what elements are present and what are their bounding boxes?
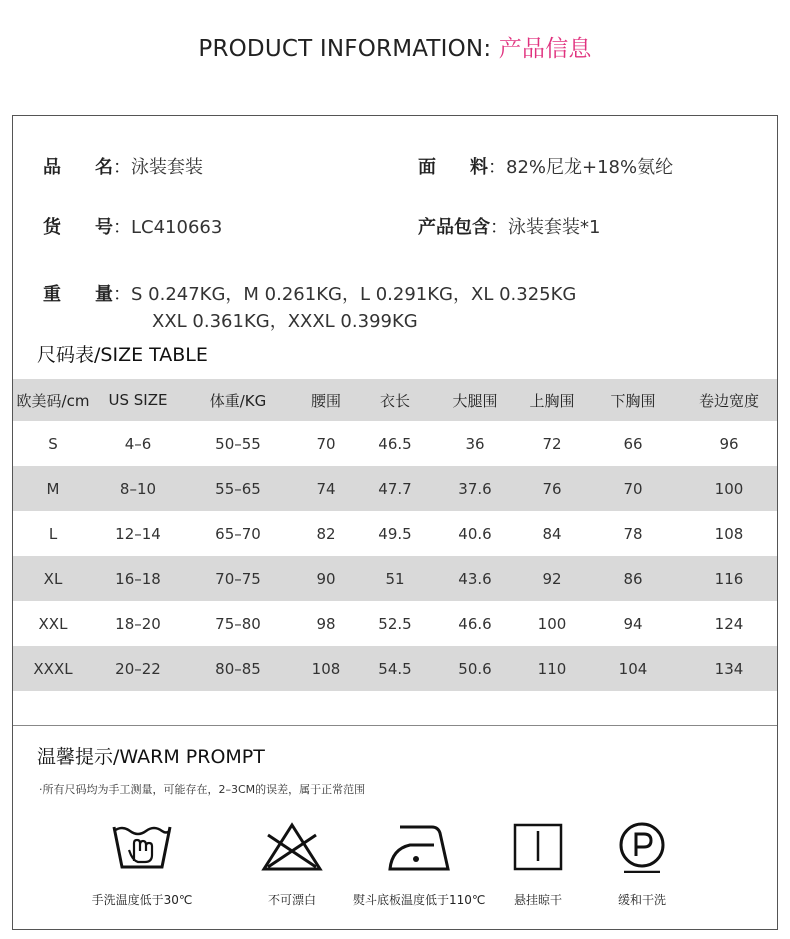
- table-cell: 98: [316, 614, 336, 633]
- table-cell: 116: [681, 556, 777, 601]
- info-package-row: [418, 213, 600, 239]
- package-value: 泳装套装*1: [508, 217, 601, 238]
- weight-line1: S 0.247KG，M 0.261KG，L 0.291KG，XL 0.325KG: [131, 284, 577, 305]
- table-cell: 124: [714, 614, 744, 633]
- table-cell: 37.6: [431, 466, 519, 511]
- fabric-colon: ：: [488, 157, 506, 178]
- weight-colon: ：: [113, 284, 131, 305]
- package-colon: ：: [490, 217, 508, 238]
- hand-wash-icon: [110, 821, 174, 873]
- table-cell: 46.6: [458, 614, 492, 633]
- table-cell: 18–20: [115, 614, 161, 633]
- table-cell: 96: [719, 434, 739, 453]
- table-cell: 78: [623, 524, 643, 543]
- table-cell: 50–55: [215, 434, 261, 453]
- table-cell: 66: [623, 434, 643, 453]
- header-cell: 体重/KG: [183, 379, 293, 421]
- info-weight-row: [43, 280, 576, 306]
- table-cell: 108: [293, 646, 359, 691]
- header-cell: 衣长: [359, 379, 431, 421]
- care-label: 不可漂白: [267, 893, 316, 907]
- table-row: [13, 646, 777, 691]
- no-bleach-icon: [260, 821, 324, 873]
- header-cell: 卷边宽度: [681, 379, 777, 421]
- table-row: [13, 601, 777, 646]
- size-table-title: 尺码表/SIZE TABLE: [37, 344, 208, 366]
- sku-value: LC410663: [131, 217, 223, 238]
- sku-label: 货号: [43, 217, 113, 238]
- table-cell: L: [48, 524, 58, 543]
- page-title-en: PRODUCT INFORMATION:: [198, 36, 499, 62]
- page-title: [0, 30, 790, 63]
- name-colon: ：: [113, 157, 131, 178]
- product-info-frame: [12, 115, 778, 930]
- name-value: 泳装套装: [131, 157, 203, 178]
- table-cell: 75–80: [215, 614, 261, 633]
- page-title-cn: 产品信息: [498, 36, 592, 62]
- care-label: 手洗温度低于30℃: [91, 893, 193, 907]
- table-cell: 47.7: [359, 466, 431, 511]
- table-row: [13, 466, 777, 511]
- table-cell: 86: [585, 556, 681, 601]
- info-sku-row: [43, 213, 222, 239]
- table-cell: 8–10: [93, 466, 183, 511]
- weight-line2: XXL 0.361KG，XXXL 0.399KG: [152, 311, 418, 332]
- table-cell: 72: [542, 434, 562, 453]
- care-label: 熨斗底板温度低于110℃: [353, 893, 486, 907]
- table-row: [13, 511, 777, 556]
- table-cell: 70: [316, 434, 336, 453]
- fabric-label: 面料: [418, 157, 488, 178]
- care-label: 缓和干洗: [617, 893, 666, 907]
- table-cell: 20–22: [93, 646, 183, 691]
- header-cell: 下胸围: [585, 379, 681, 421]
- table-cell: 65–70: [215, 524, 261, 543]
- table-cell: 92: [519, 556, 585, 601]
- table-cell: XXL: [38, 614, 68, 633]
- table-cell: XL: [13, 556, 93, 601]
- size-table: [13, 379, 777, 691]
- info-fabric-row: [418, 153, 673, 179]
- table-cell: 100: [537, 614, 567, 633]
- iron-icon: [386, 821, 450, 873]
- size-table-header-row: [13, 379, 777, 421]
- name-label: 品名: [43, 157, 113, 178]
- info-weight-row-2: [152, 307, 418, 333]
- table-cell: 49.5: [378, 524, 412, 543]
- care-iron: [353, 821, 486, 908]
- dry-clean-icon: [610, 821, 674, 873]
- table-cell: 12–14: [115, 524, 161, 543]
- table-cell: 90: [293, 556, 359, 601]
- header-cell: 大腿围: [431, 379, 519, 421]
- section-divider: [13, 725, 777, 726]
- table-cell: 36: [465, 434, 485, 453]
- table-row: [13, 556, 777, 601]
- table-cell: 55–65: [183, 466, 293, 511]
- table-cell: 4–6: [124, 434, 152, 453]
- care-dry-clean: [577, 821, 707, 908]
- info-name-row: [43, 153, 203, 179]
- table-cell: S: [48, 434, 58, 453]
- warm-prompt-title: 温馨提示/WARM PROMPT: [37, 746, 265, 768]
- table-cell: 134: [681, 646, 777, 691]
- table-cell: 43.6: [431, 556, 519, 601]
- table-cell: 52.5: [378, 614, 412, 633]
- header-cell: US SIZE: [93, 379, 183, 421]
- package-label: 产品包含: [418, 217, 490, 238]
- table-cell: 54.5: [359, 646, 431, 691]
- care-label: 悬挂晾干: [513, 893, 562, 907]
- table-cell: 80–85: [183, 646, 293, 691]
- header-cell: 上胸围: [519, 379, 585, 421]
- table-cell: 94: [623, 614, 643, 633]
- weight-label: 重量: [43, 284, 113, 305]
- fabric-value: 82%尼龙+18%氨纶: [506, 157, 674, 178]
- table-cell: 51: [359, 556, 431, 601]
- table-cell: M: [13, 466, 93, 511]
- table-cell: 84: [542, 524, 562, 543]
- table-cell: 46.5: [378, 434, 412, 453]
- measurement-note: ·所有尺码均为手工测量，可能存在，2–3CM的误差，属于正常范围: [39, 783, 366, 796]
- care-hand-wash: [77, 821, 207, 908]
- table-row: [13, 421, 777, 466]
- sku-colon: ：: [113, 217, 131, 238]
- table-cell: 50.6: [431, 646, 519, 691]
- table-cell: 76: [519, 466, 585, 511]
- table-cell: 40.6: [458, 524, 492, 543]
- table-cell: 74: [293, 466, 359, 511]
- table-cell: 108: [714, 524, 744, 543]
- header-cell: 欧美码/cm: [13, 379, 93, 421]
- table-cell: 100: [681, 466, 777, 511]
- hang-dry-icon: [506, 821, 570, 873]
- care-no-bleach: [227, 821, 357, 908]
- table-cell: 70–75: [183, 556, 293, 601]
- table-cell: 16–18: [93, 556, 183, 601]
- table-cell: 82: [316, 524, 336, 543]
- table-cell: 110: [519, 646, 585, 691]
- header-cell: 腰围: [293, 379, 359, 421]
- table-cell: 104: [585, 646, 681, 691]
- table-cell: 70: [585, 466, 681, 511]
- table-cell: XXXL: [13, 646, 93, 691]
